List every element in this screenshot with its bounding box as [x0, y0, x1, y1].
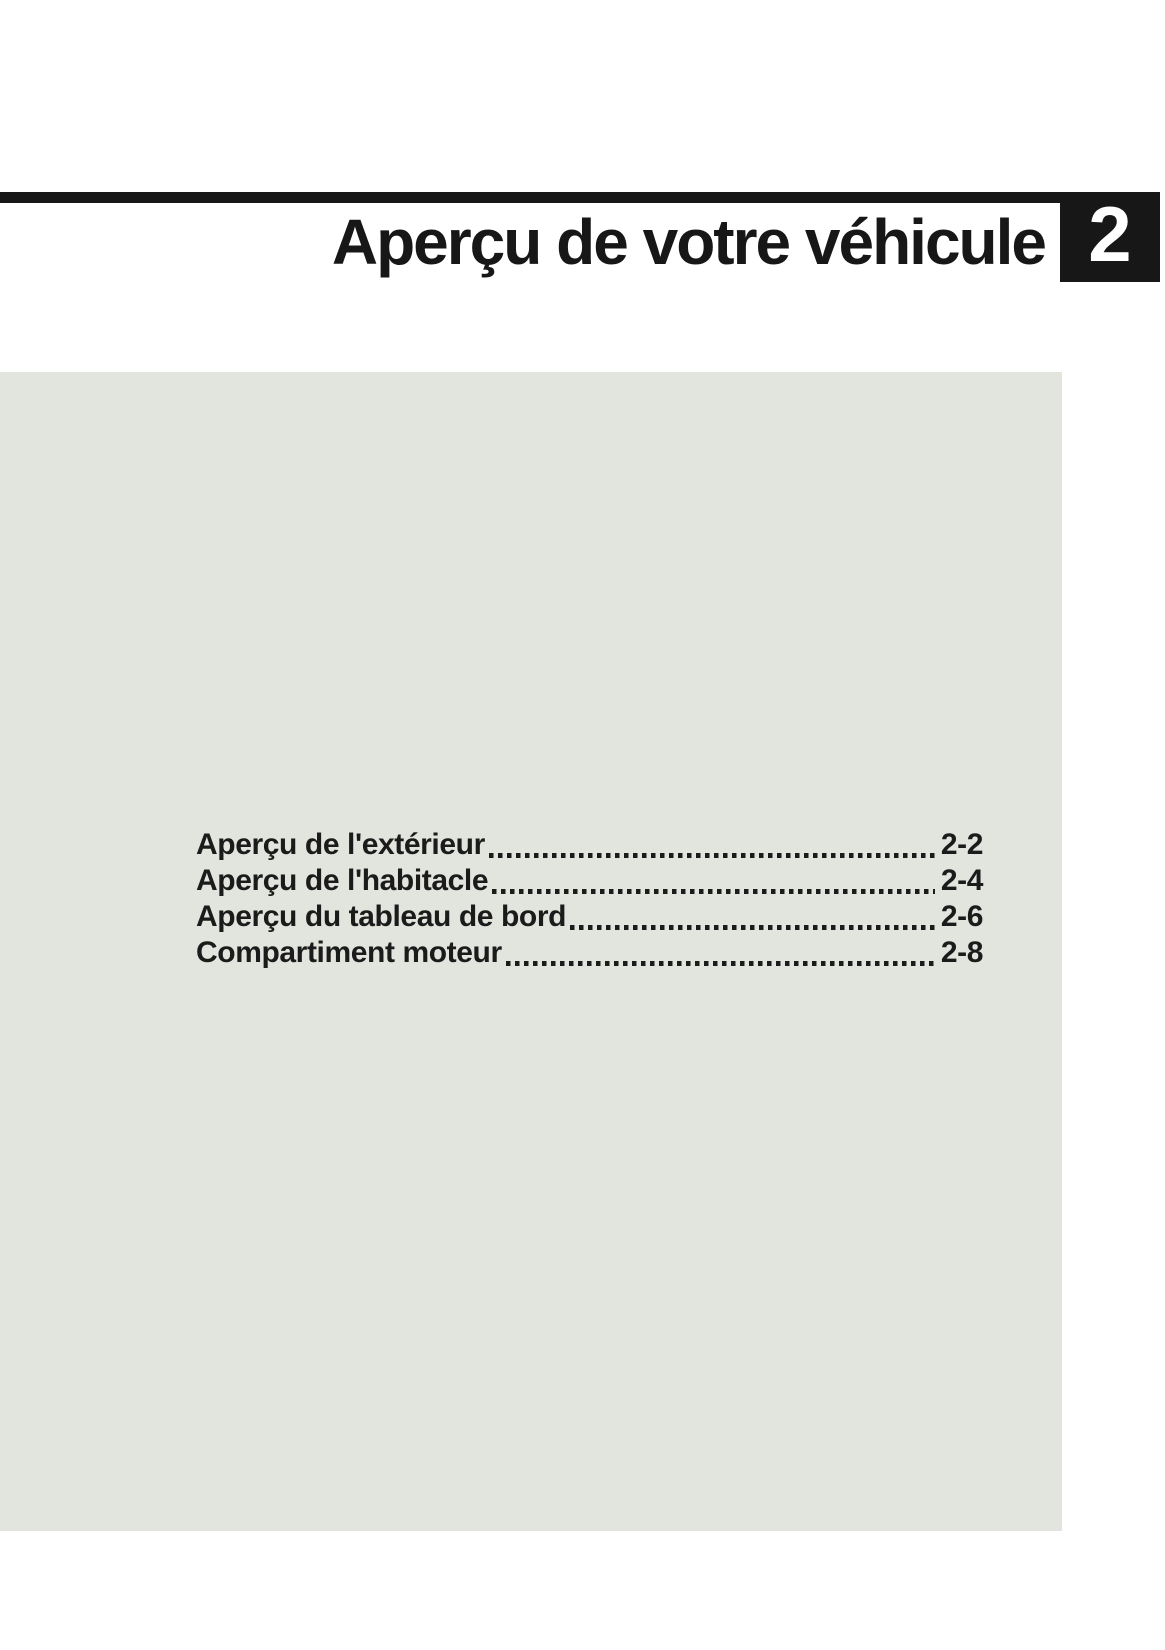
chapter-top-rule: [0, 192, 1160, 203]
toc-page-number: 2-6: [940, 900, 983, 933]
table-of-contents: [196, 828, 983, 972]
dot-leader: [570, 925, 935, 930]
toc-entry-tableau-de-bord[interactable]: [196, 900, 983, 936]
dot-leader: [489, 853, 935, 858]
toc-entry-label: Aperçu du tableau de bord: [196, 900, 567, 933]
toc-entry-label: Compartiment moteur: [196, 936, 502, 969]
toc-entry-exterieur[interactable]: [196, 828, 983, 864]
toc-entry-label: Aperçu de l'extérieur: [196, 828, 485, 861]
chapter-number: 2: [1088, 190, 1132, 278]
chapter-number-badge: [1060, 192, 1160, 282]
content-panel: [0, 372, 1062, 1531]
dot-leader: [506, 961, 935, 966]
toc-page-number: 2-4: [940, 864, 983, 897]
toc-page-number: 2-8: [940, 936, 983, 969]
toc-entry-label: Aperçu de l'habitacle: [196, 864, 489, 897]
chapter-title: Aperçu de votre véhicule: [331, 206, 1045, 278]
dot-leader: [492, 889, 935, 894]
toc-page-number: 2-2: [940, 828, 983, 861]
toc-entry-compartiment-moteur[interactable]: [196, 936, 983, 972]
toc-entry-habitacle[interactable]: [196, 864, 983, 900]
